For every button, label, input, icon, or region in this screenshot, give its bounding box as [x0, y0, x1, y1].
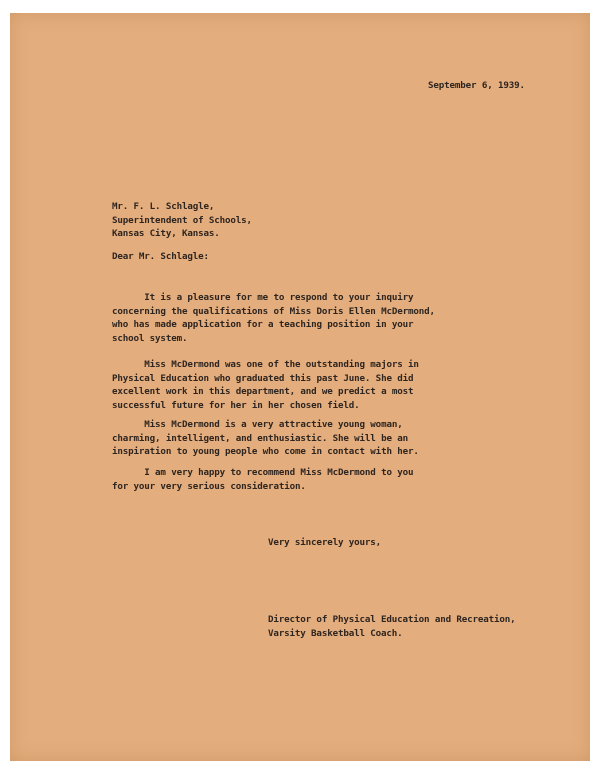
- letter-page: [10, 13, 590, 761]
- salutation: Dear Mr. Schlagle:: [112, 251, 209, 262]
- signature-block: Director of Physical Education and Recreation, Varsity Basketball Coach.: [268, 614, 516, 639]
- letter-date: September 6, 1939.: [428, 80, 525, 91]
- body-paragraph-2: Miss McDermond was one of the outstanding majors in Physical Education who graduated this past June. She did excellent work in this department, and we predict a most successful future for her in her chosen field.: [112, 359, 419, 411]
- body-paragraph-4: I am very happy to recommend Miss McDermond to you for your very serious consideration.: [112, 467, 414, 492]
- body-paragraph-3: Miss McDermond is a very attractive young woman, charming, intelligent, and enthusiastic. She will be an inspiration to young people who come in contact with her.: [112, 419, 419, 457]
- body-paragraph-1: It is a pleasure for me to respond to your inquiry concerning the qualifications of Miss Doris Ellen McDermond, who has made application for a teaching position in your school system.: [112, 292, 435, 344]
- recipient-address: Mr. F. L. Schlagle, Superintendent of Schools, Kansas City, Kansas.: [112, 201, 252, 239]
- complimentary-closing: Very sincerely yours,: [268, 537, 382, 548]
